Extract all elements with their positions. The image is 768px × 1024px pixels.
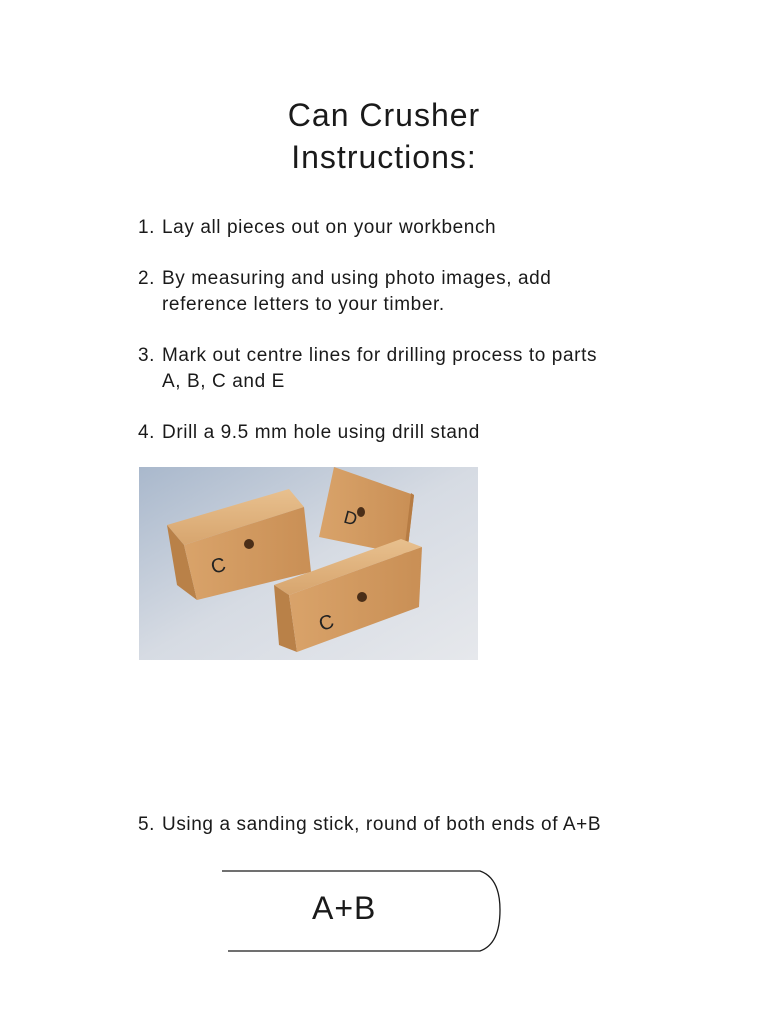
step-number: 1. [138,217,156,238]
diagram-label: A+B [312,890,377,926]
step-text: Lay all pieces out on your workbench [162,217,497,238]
step-3 [138,343,597,395]
step-text: By measuring and using photo images, add [162,268,552,289]
block-d-label: D [341,506,360,530]
step-text-continued: reference letters to your timber. [162,294,445,315]
page-title [0,94,768,178]
step-text: Drill a 9.5 mm hole using drill stand [162,422,480,443]
step-number: 2. [138,268,156,289]
step-number: 5. [138,814,156,835]
timber-blocks-photo [139,467,478,660]
step-5 [138,812,601,838]
step-text-continued: A, B, C and E [162,371,285,392]
step-2 [138,266,551,318]
step-number: 3. [138,345,156,366]
title-line-2: Instructions: [291,139,477,175]
block-c-front-label: C [316,610,337,636]
step-text: Mark out centre lines for drilling process to parts [162,345,598,366]
step-4 [138,420,480,446]
step-1 [138,215,496,241]
step-text: Using a sanding stick, round of both ends of A+B [162,814,602,835]
block-c-left-label: C [208,553,229,579]
step-number: 4. [138,422,156,443]
title-line-1: Can Crusher [287,97,481,133]
